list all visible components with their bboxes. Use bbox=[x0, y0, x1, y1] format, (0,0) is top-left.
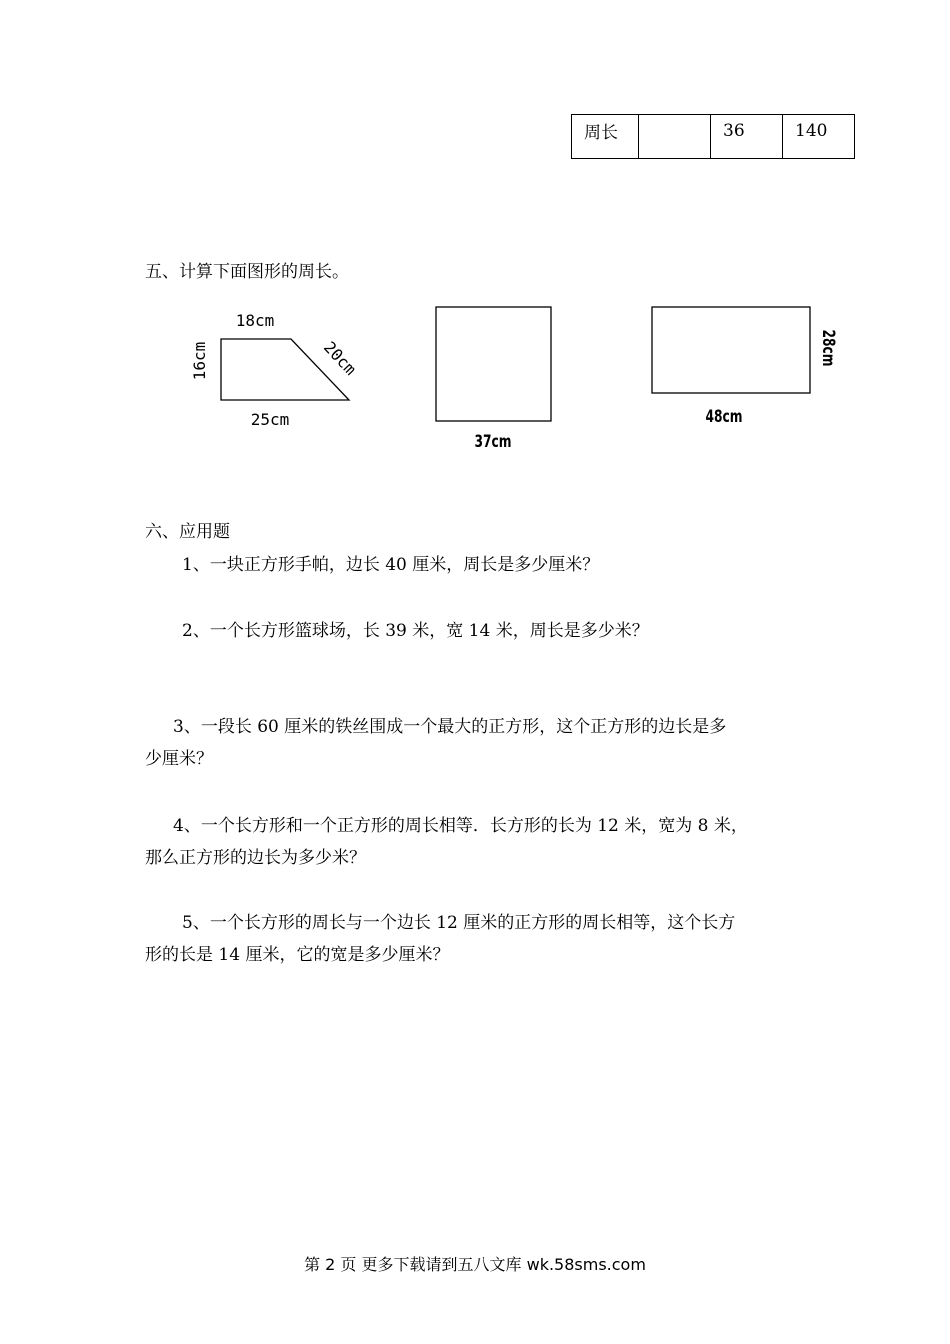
trapezoid-bottom-label: 25cm bbox=[250, 410, 290, 429]
question-4-line2: 那么正方形的边长为多少米？ bbox=[145, 848, 366, 868]
question-2: 2、一个长方形篮球场，长 39 米，宽 14 米，周长是多少米？ bbox=[182, 621, 649, 641]
table-cell bbox=[639, 115, 711, 159]
trapezoid-slant-label: 20cm bbox=[319, 337, 361, 379]
question-1: 1、一块正方形手帕，边长 40 厘米，周长是多少厘米？ bbox=[182, 555, 600, 575]
rectangle-shape bbox=[652, 307, 810, 393]
question-3-line2: 少厘米？ bbox=[145, 749, 213, 769]
section6-heading: 六、应用题 bbox=[145, 522, 230, 542]
section5-heading: 五、计算下面图形的周长。 bbox=[145, 262, 349, 282]
table-cell: 36 bbox=[711, 115, 783, 159]
table-cell: 140 bbox=[783, 115, 855, 159]
question-4-line1: 4、一个长方形和一个正方形的周长相等．长方形的长为 12 米，宽为 8 米， bbox=[173, 816, 748, 836]
figures-area bbox=[0, 290, 950, 460]
square-shape bbox=[436, 307, 551, 421]
rectangle-length-label: 48cm bbox=[705, 407, 743, 427]
trapezoid-top-label: 18cm bbox=[235, 311, 275, 330]
table-cell-label: 周长 bbox=[572, 115, 639, 159]
page-footer: 第 2 页 更多下载请到五八文库 wk.58sms.com bbox=[304, 1255, 646, 1274]
question-5-line2: 形的长是 14 厘米，它的宽是多少厘米？ bbox=[145, 945, 450, 965]
square-side-label: 37cm bbox=[474, 432, 512, 452]
table-row bbox=[572, 115, 855, 159]
question-3-line1: 3、一段长 60 厘米的铁丝围成一个最大的正方形，这个正方形的边长是多 bbox=[173, 717, 727, 737]
trapezoid-left-label: 16cm bbox=[190, 341, 209, 381]
question-5-line1: 5、一个长方形的周长与一个边长 12 厘米的正方形的周长相等，这个长方 bbox=[182, 913, 736, 933]
perimeter-table bbox=[571, 114, 855, 159]
rectangle-width-label: 28cm bbox=[818, 329, 838, 367]
